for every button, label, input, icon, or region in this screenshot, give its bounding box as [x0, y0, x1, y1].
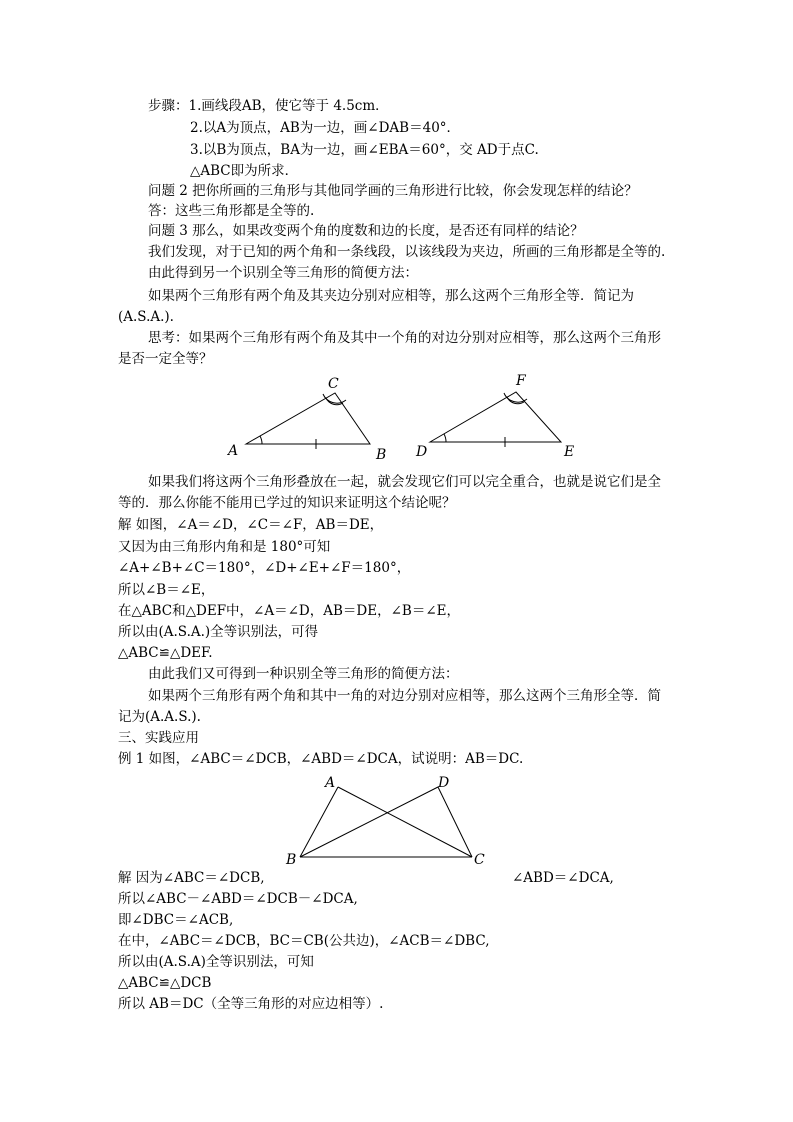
- text-line: 我们发现，对于已知的两个角和一条线段，以该线段为夹边，所画的三角形都是全等的.: [148, 244, 666, 260]
- text-line: △ABC≌△DEF.: [118, 645, 213, 661]
- label-a: A: [325, 775, 336, 791]
- text-line: 记为(A.A.S.).: [118, 709, 201, 725]
- text-line: 三、实践应用: [118, 730, 199, 746]
- text-line: ∠A+∠B+∠C＝180°，∠D+∠E+∠F＝180°，: [118, 560, 411, 576]
- text-line: ∠ABD＝∠DCA,: [512, 870, 614, 886]
- text-line: 如果两个三角形有两个角和其中一角的对边分别对应相等，那么这两个三角形全等．简: [148, 688, 661, 704]
- label-c: C: [328, 376, 339, 392]
- label-d: D: [416, 444, 428, 460]
- text-line: 例 1 如图，∠ABC＝∠DCB，∠ABD＝∠DCA，试说明：AB＝DC.: [118, 751, 524, 767]
- text-line: 由此我们又可得到一种识别全等三角形的简便方法：: [148, 666, 459, 682]
- text-line: 即∠DBC＝∠ACB,: [118, 912, 234, 928]
- text-line: 问题 2 把你所画的三角形与其他同学画的三角形进行比较，你会发现怎样的结论？: [148, 183, 638, 199]
- text-line: 答：这些三角形都是全等的.: [148, 203, 315, 219]
- text-line: 如果我们将这两个三角形叠放在一起，就会发现它们可以完全重合，也就是说它们是全: [148, 474, 661, 490]
- label-b: B: [376, 447, 387, 463]
- label-f: F: [516, 373, 526, 389]
- label-b: B: [286, 852, 297, 868]
- label-e: E: [564, 444, 575, 460]
- text-line: 在△ABC和△DEF中，∠A＝∠D，AB＝DE，∠B＝∠E，: [118, 603, 461, 619]
- text-line: 所以∠ABC－∠ABD＝∠DCB－∠DCA,: [118, 891, 358, 907]
- label-c: C: [474, 852, 485, 868]
- text-line: 所以 AB＝DC（全等三角形的对应边相等）.: [118, 996, 384, 1012]
- text-line: 解 如图，∠A＝∠D，∠C＝∠F，AB＝DE，: [118, 517, 384, 533]
- text-line: 所以由(A.S.A)全等识别法，可知: [118, 954, 314, 970]
- text-line: 在中，∠ABC＝∠DCB，BC＝CB(公共边)，∠ACB＝∠DBC,: [118, 933, 490, 949]
- text-line: 思考：如果两个三角形有两个角及其中一个角的对边分别对应相等，那么这两个三角形: [148, 330, 661, 346]
- text-line: 所以由(A.S.A.)全等识别法，可得: [118, 624, 319, 640]
- text-line: 由此得到另一个识别全等三角形的简便方法：: [148, 265, 418, 281]
- text-line: △ABC即为所求．: [190, 163, 299, 179]
- text-line: 3.以B为顶点，BA为一边，画∠EBA＝60°，交 AD于点C.: [190, 142, 539, 158]
- text-line: (A.S.A.).: [118, 309, 174, 325]
- text-line: 问题 3 那么，如果改变两个角的度数和边的长度，是否还有同样的结论？: [148, 223, 584, 239]
- text-line: △ABC≌△DCB: [118, 975, 212, 991]
- label-a: A: [228, 443, 239, 459]
- text-line: 如果两个三角形有两个角及其夹边分别对应相等，那么这两个三角形全等．简记为: [148, 288, 634, 304]
- label-d: D: [438, 775, 450, 791]
- text-line: 步骤：1.画线段AB，使它等于 4.5cm．: [148, 98, 389, 114]
- text-line: 2.以A为顶点，AB为一边，画∠DAB＝40°．: [190, 120, 461, 136]
- text-line: 所以∠B＝∠E，: [118, 582, 215, 598]
- text-line: 等的．那么你能不能用已学过的知识来证明这个结论呢？: [118, 495, 456, 511]
- text-line: 是否一定全等？: [118, 351, 213, 367]
- text-line: 又因为由三角形内角和是 180°可知: [118, 539, 331, 555]
- text-line: 解 因为∠ABC＝∠DCB,: [118, 870, 265, 886]
